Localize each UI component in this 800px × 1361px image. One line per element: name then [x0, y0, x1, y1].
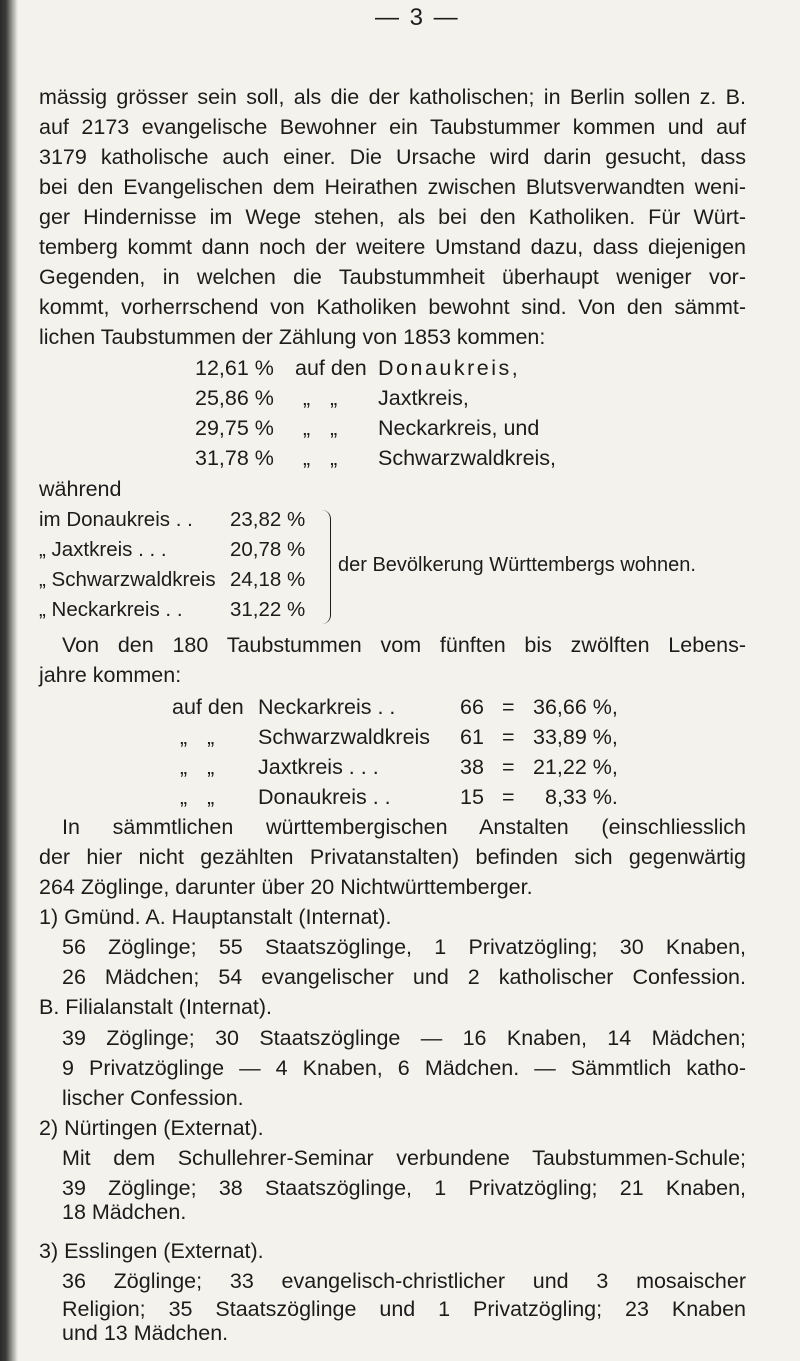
population-pct: 23,82 %: [230, 508, 306, 531]
kreis-pct: 31,78 %: [195, 446, 274, 470]
population-label: im Donaukreis . .: [39, 508, 193, 531]
age-kreis: Donaukreis . .: [258, 785, 391, 809]
age-eq: =: [502, 785, 515, 809]
esslingen-line: und 13 Mädchen.: [62, 1321, 229, 1345]
gmuend-a-line: 26 Mädchen; 54 evangelischer und 2 katholischer Confession.: [62, 965, 746, 989]
curly-brace: [322, 510, 331, 624]
esslingen-line: Religion; 35 Staatszöglinge und 1 Privatzögling; 23 Knaben: [62, 1297, 746, 1321]
nuertingen-line: 39 Zöglinge; 38 Staatszöglinge, 1 Privatzögling; 21 Knaben,: [62, 1176, 746, 1200]
esslingen-heading: 3) Esslingen (Externat).: [39, 1239, 264, 1263]
population-label: „ Neckarkreis . .: [39, 598, 183, 621]
intro-line: kommt, vorherrschend von Katholiken bewohnt sind. Von den sämmt-: [39, 295, 746, 319]
age-eq: =: [502, 755, 515, 779]
age-pct: 8,33 %.: [545, 785, 618, 809]
waehrend-label: während: [39, 477, 122, 501]
intro-line: 3179 katholische auch einer. Die Ursache wird darin gesucht, dass: [39, 145, 746, 169]
institutions-intro-line: In sämmtlichen württembergischen Anstalten (einschliesslich: [62, 815, 746, 839]
age-prefix: „ „: [180, 725, 215, 749]
age-eq: =: [502, 725, 515, 749]
gmuend-b-line: 39 Zöglinge; 30 Staatszöglinge — 16 Knaben, 14 Mädchen;: [62, 1026, 746, 1050]
gmuend-b-heading: B. Filialanstalt (Internat).: [39, 995, 273, 1019]
nuertingen-line: 18 Mädchen.: [62, 1200, 187, 1224]
gmuend-b-line: lischer Confession.: [62, 1086, 244, 1110]
age-count: 66: [460, 695, 484, 719]
kreis-name: Schwarzwaldkreis,: [378, 446, 557, 470]
brace-text: der Bevölkerung Württembergs wohnen.: [338, 554, 696, 576]
age-paragraph-line: Von den 180 Taubstummen vom fünften bis zwölften Lebens-: [62, 633, 746, 657]
kreis-prefix: „ „: [303, 386, 338, 410]
age-count: 15: [460, 785, 484, 809]
age-paragraph-line: jahre kommen:: [39, 663, 182, 687]
age-pct: 33,89 %,: [533, 725, 618, 749]
intro-line: lichen Taubstummen der Zählung von 1853 kommen:: [39, 325, 546, 349]
institutions-intro-line: 264 Zöglinge, darunter über 20 Nichtwürttemberger.: [39, 875, 533, 899]
kreis-prefix: „ „: [303, 416, 338, 440]
kreis-name: Jaxtkreis,: [378, 386, 469, 410]
age-pct: 36,66 %,: [533, 695, 618, 719]
age-kreis: Neckarkreis . .: [258, 695, 396, 719]
age-kreis: Jaxtkreis . . .: [258, 755, 379, 779]
kreis-pct: 25,86 %: [195, 386, 274, 410]
institutions-intro-line: der hier nicht gezählten Privatanstalten) befinden sich gegenwärtig: [39, 845, 746, 869]
gmuend-b-line: 9 Privatzöglinge — 4 Knaben, 6 Mädchen. — Sämmtlich katho-: [62, 1056, 746, 1080]
intro-line: mässig grösser sein soll, als die der katholischen; in Berlin sollen z. B.: [39, 85, 746, 109]
gmuend-heading: 1) Gmünd. A. Hauptanstalt (Internat).: [39, 905, 392, 929]
age-pct: 21,22 %,: [533, 755, 618, 779]
age-count: 38: [460, 755, 484, 779]
intro-line: ger Hindernisse im Wege stehen, als bei den Katholiken. Für Würt-: [39, 205, 746, 229]
age-kreis: Schwarzwaldkreis: [258, 725, 431, 749]
population-pct: 24,18 %: [230, 568, 306, 591]
nuertingen-line: Mit dem Schullehrer-Seminar verbundene Taubstummen-Schule;: [62, 1146, 746, 1170]
intro-line: Gegenden, in welchen die Taubstummheit überhaupt weniger vor-: [39, 265, 746, 289]
kreis-name: Donaukreis,: [378, 356, 521, 380]
population-label: „ Schwarzwaldkreis: [39, 568, 216, 591]
age-prefix: „ „: [180, 785, 215, 809]
kreis-name: Neckarkreis, und: [378, 416, 540, 440]
kreis-pct: 12,61 %: [195, 356, 274, 380]
kreis-prefix: auf den: [295, 356, 367, 380]
age-count: 61: [460, 725, 484, 749]
kreis-pct: 29,75 %: [195, 416, 274, 440]
population-pct: 20,78 %: [230, 538, 306, 561]
kreis-prefix: „ „: [303, 446, 338, 470]
gmuend-a-line: 56 Zöglinge; 55 Staatszöglinge, 1 Privatzögling; 30 Knaben,: [62, 935, 746, 959]
population-label: „ Jaxtkreis . . .: [39, 538, 167, 561]
age-prefix: „ „: [180, 755, 215, 779]
intro-line: temberg kommt dann noch der weitere Umstand dazu, dass diejenigen: [39, 235, 746, 259]
age-prefix: auf den: [172, 695, 244, 719]
intro-line: bei den Evangelischen dem Heirathen zwischen Blutsverwandten weni-: [39, 175, 746, 199]
age-eq: =: [502, 695, 515, 719]
intro-line: auf 2173 evangelische Bewohner ein Taubstummer kommen und auf: [39, 115, 746, 139]
esslingen-line: 36 Zöglinge; 33 evangelisch-christlicher und 3 mosaischer: [62, 1269, 746, 1293]
population-pct: 31,22 %: [230, 598, 306, 621]
nuertingen-heading: 2) Nürtingen (Externat).: [39, 1116, 264, 1140]
page-number: — 3 —: [375, 4, 460, 31]
